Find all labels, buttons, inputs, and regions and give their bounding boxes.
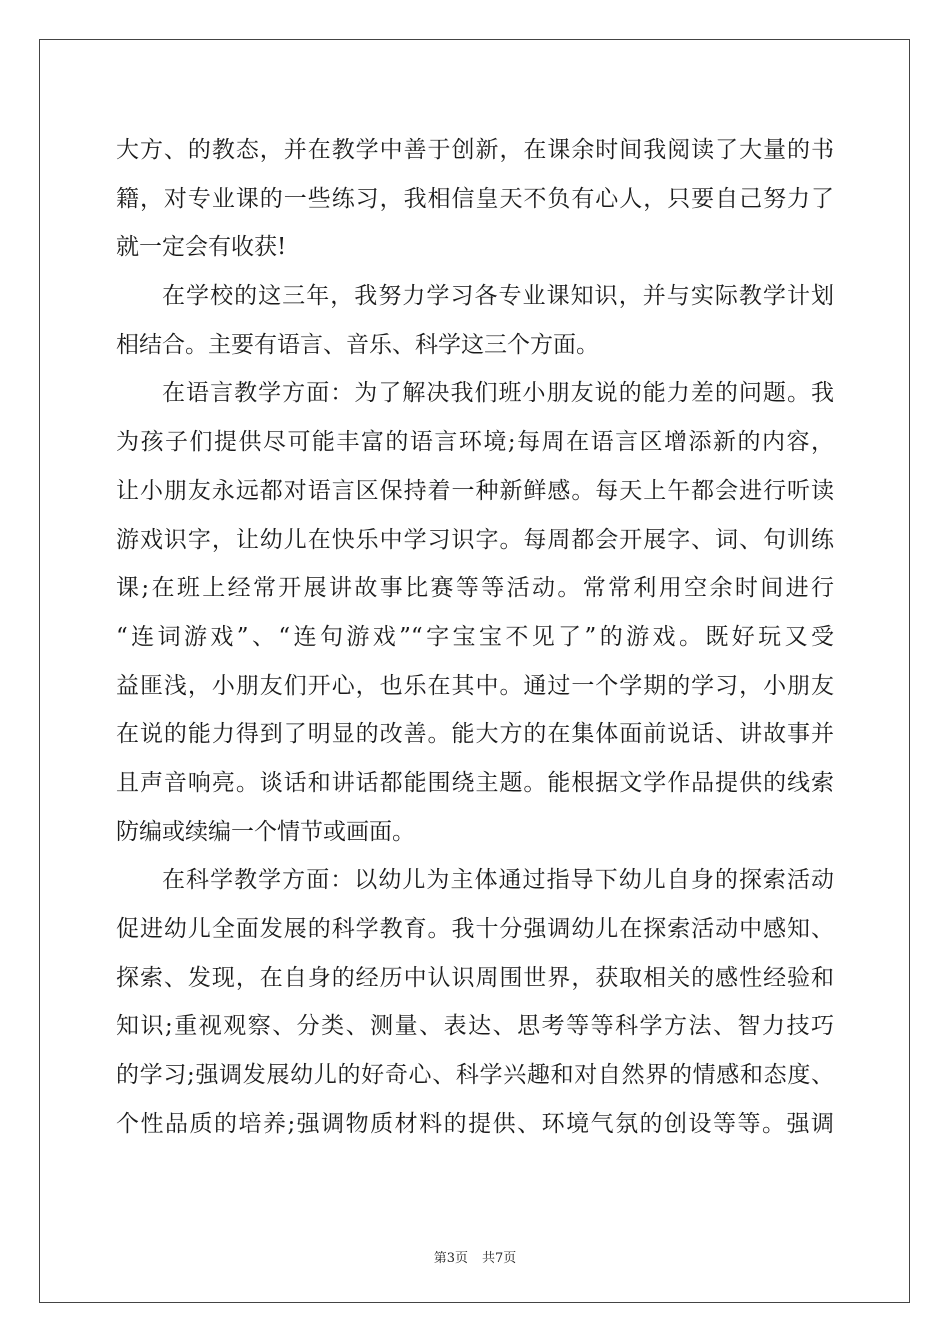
page-footer bbox=[0, 1247, 950, 1266]
paragraph bbox=[116, 369, 834, 856]
text-line: 在说的能力得到了明显的改善。能大方的在集体面前说话、讲故事并 bbox=[116, 721, 834, 748]
text-line: 益匪浅，小朋友们开心，也乐在其中。通过一个学期的学习，小朋友 bbox=[116, 672, 834, 699]
text-line: 探索、发现，在自身的经历中认识周围世界，获取相关的感性经验和 bbox=[116, 964, 834, 991]
text-line: 且声音响亮。谈话和讲话都能围绕主题。能根据文学作品提供的线索 bbox=[116, 769, 834, 796]
text-line: 在科学教学方面：以幼儿为主体通过指导下幼儿自身的探索活动 bbox=[162, 867, 834, 894]
text-line: 课;在班上经常开展讲故事比赛等等活动。常常利用空余时间进行 bbox=[116, 575, 834, 602]
text-line: 促进幼儿全面发展的科学教育。我十分强调幼儿在探索活动中感知、 bbox=[116, 916, 834, 942]
text-line: 让小朋友永远都对语言区保持着一种新鲜感。每天上午都会进行听读 bbox=[116, 477, 834, 504]
text-line: 知识;重视观察、分类、测量、表达、思考等等科学方法、智力技巧 bbox=[116, 1013, 834, 1040]
paragraph bbox=[116, 126, 834, 272]
text-line: 游戏识字，让幼儿在快乐中学习识字。每周都会开展字、词、句训练 bbox=[116, 526, 834, 553]
page-number: 第3页 bbox=[433, 1251, 468, 1266]
text-line: 的学习;强调发展幼儿的好奇心、科学兴趣和对自然界的情感和态度、 bbox=[116, 1062, 834, 1089]
text-line: 个性品质的培养;强调物质材料的提供、环境气氛的创设等等。强调 bbox=[116, 1110, 834, 1137]
page-total: 共7页 bbox=[482, 1251, 517, 1266]
text-line: 相结合。主要有语言、音乐、科学这三个方面。 bbox=[116, 331, 599, 358]
paragraph bbox=[116, 272, 834, 369]
text-line: 大方、的教态，并在教学中善于创新，在课余时间我阅读了大量的书 bbox=[116, 137, 834, 163]
text-line: 防编或续编一个情节或画面。 bbox=[116, 818, 415, 845]
text-line: 在学校的这三年，我努力学习各专业课知识，并与实际教学计划 bbox=[162, 283, 834, 310]
text-line: “连词游戏”、“连句游戏”“字宝宝不见了”的游戏。既好玩又受 bbox=[116, 623, 834, 650]
document-body bbox=[116, 126, 834, 1148]
text-line: 籍，对专业课的一些练习，我相信皇天不负有心人，只要自己努力了 bbox=[116, 185, 834, 212]
text-line: 在语言教学方面：为了解决我们班小朋友说的能力差的问题。我 bbox=[162, 380, 834, 407]
text-line: 为孩子们提供尽可能丰富的语言环境;每周在语言区增添新的内容， bbox=[116, 429, 834, 456]
paragraph bbox=[116, 856, 834, 1148]
text-line: 就一定会有收获! bbox=[116, 234, 287, 261]
